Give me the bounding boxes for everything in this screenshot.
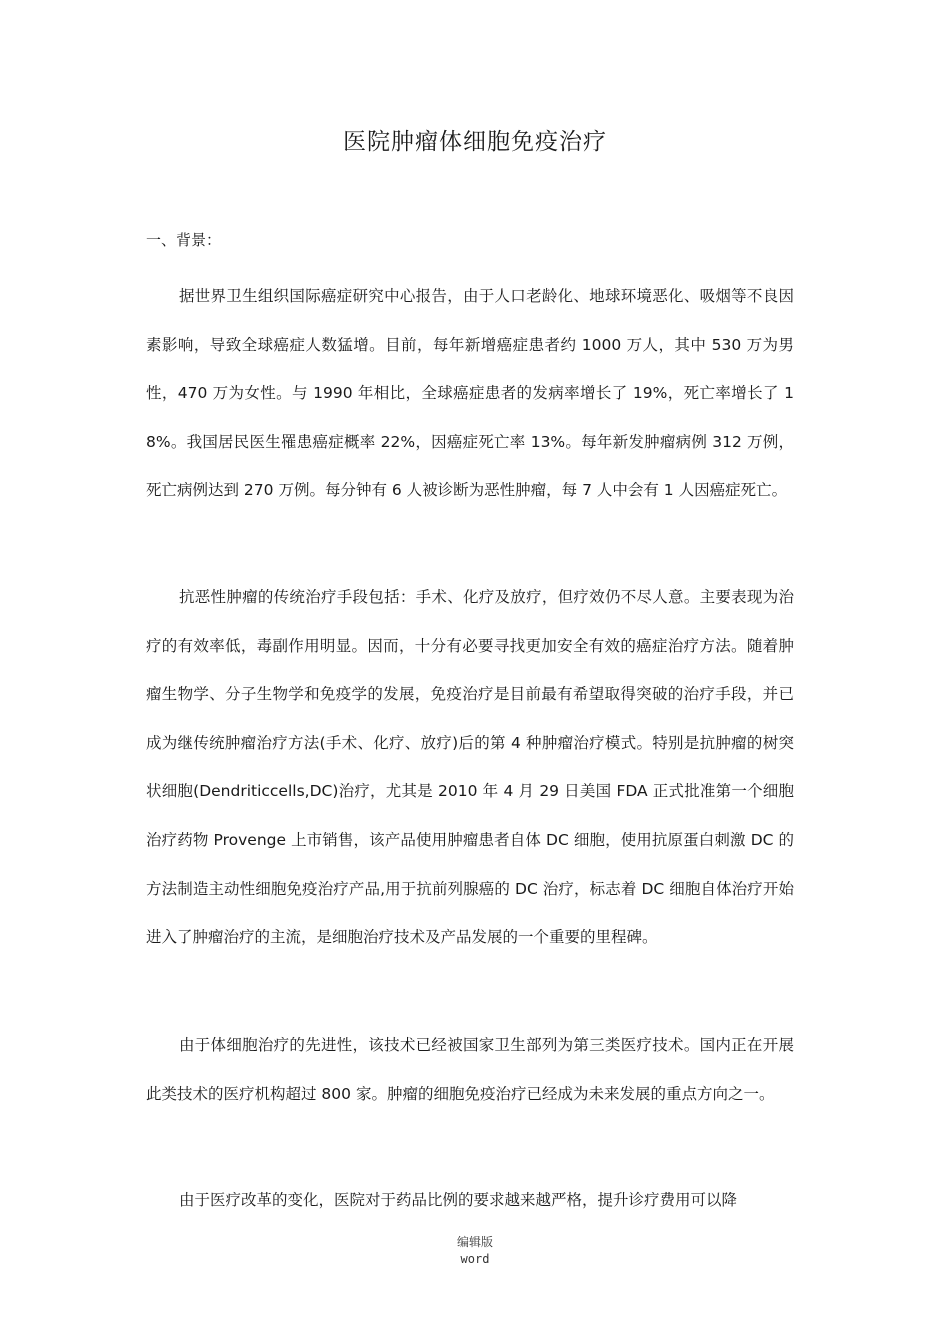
paragraph-cancer-statistics: 据世界卫生组织国际癌症研究中心报告，由于人口老龄化、地球环境恶化、吸烟等不良因素影响，导致全球癌症人数猛增。目前，每年新增癌症患者约 1000 万人，其中 530 万为男性，470 万为女性。与 1990 年相比，全球癌症患者的发病率增长了 19%，死亡率增长了 18%。我国居民医生罹患癌症概率 22%，因癌症死亡率 13%。每年新发肿瘤病例 312 万例，死亡病例达到 270 万例。每分钟有 6 人被诊断为恶性肿瘤，每 7 人中会有 1 人因癌症死亡。 <box>146 287 794 500</box>
paragraph-medical-reform: 由于医疗改革的变化，医院对于药品比例的要求越来越严格，提升诊疗费用可以降 <box>179 1191 738 1209</box>
page-footer <box>0 1234 950 1268</box>
document-title: 医院肿瘤体细胞免疫治疗 <box>343 129 607 155</box>
paragraph-immunotherapy-development: 抗恶性肿瘤的传统治疗手段包括：手术、化疗及放疗，但疗效仍不尽人意。主要表现为治疗的有效率低，毒副作用明显。因而，十分有必要寻找更加安全有效的癌症治疗方法。随着肿瘤生物学、分子生物学和免疫学的发展，免疫治疗是目前最有希望取得突破的治疗手段，并已成为继传统肿瘤治疗方法(手术、化疗、放疗)后的第 4 种肿瘤治疗模式。特别是抗肿瘤的树突状细胞(Dendriticcells,DC)治疗，尤其是 2010 年 4 月 29 日美国 FDA 正式批准第一个细胞治疗药物 Provenge 上市销售，该产品使用肿瘤患者自体 DC 细胞，使用抗原蛋白刺激 DC 的方法制造主动性细胞免疫治疗产品,用于抗前列腺癌的 DC 治疗，标志着 DC 细胞自体治疗开始进入了肿瘤治疗的主流，是细胞治疗技术及产品发展的一个重要的里程碑。 <box>146 588 794 947</box>
footer-edit-label: 编辑版 <box>456 1235 493 1249</box>
section-heading-background: 一、背景： <box>146 231 222 249</box>
paragraph-technology-classification: 由于体细胞治疗的先进性，该技术已经被国家卫生部列为第三类医疗技术。国内正在开展此类技术的医疗机构超过 800 家。肿瘤的细胞免疫治疗已经成为未来发展的重点方向之一。 <box>146 1036 794 1103</box>
footer-word-label: word <box>460 1252 490 1266</box>
